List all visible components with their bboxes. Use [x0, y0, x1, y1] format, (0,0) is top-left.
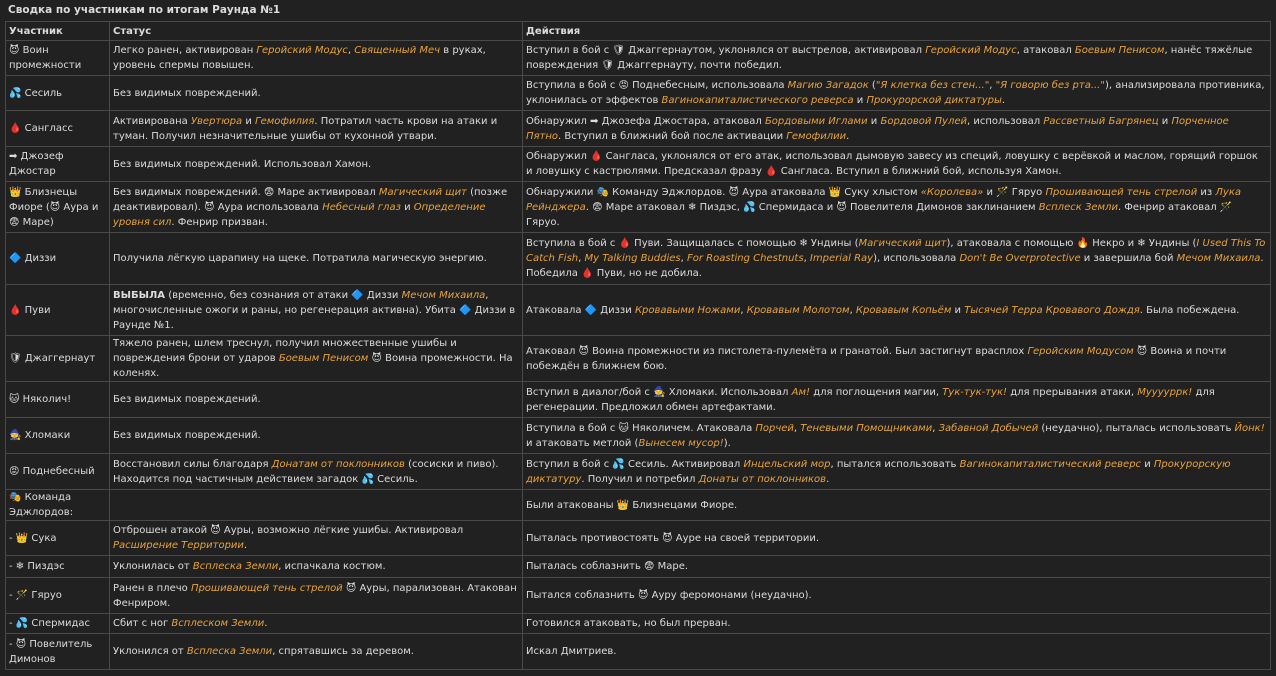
text-segment: Пыталась противостоять 😈 Ауре на своей территории.: [526, 532, 820, 544]
text-segment: Вступила в бой с 😡 Поднебесным, использовала: [526, 80, 788, 91]
status-cell: [110, 147, 523, 182]
text-segment: . Вступил в ближний бой после активации: [558, 130, 787, 142]
text-segment: .: [1001, 95, 1006, 106]
participant-cell: [6, 41, 110, 76]
text-segment: "Я говорю без рта...": [995, 80, 1105, 91]
text-segment: Тяжело ранен, шлем треснул, получил множественные ушибы и повреждения брони от ударов: [113, 338, 457, 364]
participant-cell: [6, 614, 110, 634]
text-segment: 😈 Воина и почти побеждён в ближнем бою.: [526, 345, 1227, 372]
text-segment: 🧙 Хломаки: [9, 430, 71, 441]
text-segment: Магический щит: [378, 186, 467, 198]
status-cell: [110, 285, 523, 336]
participant-cell: [6, 454, 110, 490]
text-segment: , нанёс тяжёлые повреждения 🛡 Джаггернауту, почти победил.: [526, 45, 1253, 71]
text-segment: и завершила бой: [1080, 253, 1177, 264]
text-segment: .: [243, 540, 248, 551]
text-segment: Геройским Модусом: [1027, 345, 1134, 357]
text-segment: Вступил в бой с 💦 Сесиль. Активировал: [526, 458, 744, 470]
text-segment: ).: [723, 437, 731, 449]
text-segment: 😈: [9, 45, 23, 56]
text-segment: ,: [680, 253, 688, 264]
text-segment: Уклонилась от: [113, 561, 193, 572]
text-segment: . Фенрир призван.: [171, 216, 268, 228]
text-segment: 💦 Сесиль: [9, 87, 63, 99]
table-row: [6, 111, 1271, 147]
text-segment: Восстановил силы благодаря: [113, 458, 272, 470]
text-segment: Прокурорской диктатуры: [866, 95, 1002, 106]
text-segment: ,: [932, 422, 939, 434]
text-segment: и: [1141, 458, 1154, 470]
text-segment: Геройский Модус: [256, 45, 348, 56]
status-cell: [110, 76, 523, 111]
text-segment: Вынесем мусор!: [638, 437, 724, 449]
table-row: [6, 41, 1271, 76]
text-segment: для прерывания атаки,: [1007, 386, 1138, 398]
text-segment: Забавной Добычей: [938, 422, 1039, 434]
text-segment: и: [951, 304, 965, 316]
text-segment: Вагинокапиталистический реверс: [959, 458, 1142, 470]
text-segment: Без видимых повреждений.: [113, 87, 261, 99]
text-segment: Рассветный Багрянец: [1043, 115, 1159, 127]
header-status: Статус: [110, 22, 523, 41]
table-row: [6, 182, 1271, 233]
text-segment: из: [1197, 186, 1216, 198]
text-segment: Теневыми Помощниками: [800, 422, 933, 434]
text-segment: Тук-тук-тук!: [942, 386, 1008, 398]
text-segment: . Потратил часть крови на атаки и туман. Получил незначительные ушибы от кухонной утвари.: [113, 115, 498, 142]
table-row: [6, 634, 1271, 670]
participant-cell: [6, 490, 110, 521]
text-segment: Бордовой Пулей: [880, 115, 967, 127]
text-segment: Прошивающей тень стрелой: [1045, 186, 1198, 198]
text-segment: Готовился атаковать, но был прерван.: [526, 618, 731, 629]
text-segment: и 🪄 Гяруо: [983, 186, 1046, 198]
table-row: [6, 521, 1271, 556]
text-segment: Магический щит: [858, 238, 947, 249]
text-segment: Imperial Ray: [809, 253, 874, 264]
text-segment: для поглощения магии,: [810, 386, 943, 398]
text-segment: Отброшен атакой 😈 Ауры, возможно лёгкие ушибы. Активировал: [113, 525, 464, 536]
status-cell: [110, 418, 523, 454]
text-segment: .: [264, 618, 268, 629]
text-segment: Инцельский мор: [743, 458, 831, 470]
text-segment: Воин промежности: [9, 45, 82, 71]
text-segment: . Получил и потребил: [581, 473, 699, 485]
participant-cell: [6, 382, 110, 418]
text-segment: ВЫБЫЛА: [113, 289, 166, 301]
table-row: [6, 336, 1271, 382]
header-participant: Участник: [6, 22, 110, 41]
text-segment: и атаковать метлой (: [526, 437, 639, 449]
text-segment: Вступила в бой с 🐱 Няколичем. Атаковала: [526, 422, 756, 434]
text-segment: Ам!: [791, 386, 811, 398]
text-segment: Боевым Пенисом: [278, 353, 369, 364]
status-cell: [110, 336, 523, 382]
text-segment: - 👑 Сука: [9, 532, 57, 544]
text-segment: Священный Меч: [354, 45, 441, 56]
text-segment: Ранен в плечо: [113, 582, 191, 594]
text-segment: и: [867, 115, 881, 127]
text-segment: Геройский Модус: [925, 45, 1017, 56]
text-segment: "Я клетка без стен...": [875, 80, 990, 91]
text-segment: ), использовала: [873, 253, 960, 264]
table-row: [6, 285, 1271, 336]
text-segment: . Победила 🩸 Пуви, но не добила.: [526, 253, 1264, 279]
page-title: Сводка по участникам по итогам Раунда №1: [8, 4, 281, 16]
text-segment: Атаковала 🔷 Диззи: [526, 304, 635, 316]
text-segment: Вступил в бой с 🛡 Джаггернаутом, уклонялся от выстрелов, активировал: [526, 45, 926, 56]
header-actions: Действия: [523, 22, 1271, 41]
text-segment: Всплеска Земли: [192, 561, 279, 572]
text-segment: ,: [347, 45, 355, 56]
actions-cell: [523, 147, 1271, 182]
table-row: [6, 382, 1271, 418]
text-segment: в руках, уровень спермы повышен.: [113, 45, 486, 71]
text-segment: 😡 Поднебесный: [9, 466, 95, 477]
text-segment: . Фенрир атаковал 🪄 Гяруо.: [526, 201, 1233, 228]
table-body: [6, 41, 1271, 670]
text-segment: 🎭 Команда Эджлордов:: [9, 492, 74, 518]
participant-cell: [6, 634, 110, 670]
text-segment: 😈 Воина промежности. На коленях.: [113, 353, 513, 379]
text-segment: 🛡 Джаггернаут: [9, 353, 96, 364]
text-segment: и: [242, 115, 256, 127]
text-segment: , использовал: [967, 115, 1044, 127]
text-segment: Определение уровня сил: [113, 201, 486, 228]
text-segment: Магию Загадок: [787, 80, 869, 91]
text-segment: Атаковал 😈 Воина промежности из пистолета-пулемёта и гранатой. Был застигнут врасплох: [526, 345, 1028, 357]
status-cell: [110, 614, 523, 634]
table-row: [6, 454, 1271, 490]
text-segment: Гемофилии: [786, 130, 847, 142]
actions-cell: [523, 182, 1271, 233]
text-segment: Уклонился от: [113, 646, 187, 657]
actions-cell: [523, 490, 1271, 521]
text-segment: Порчей: [755, 422, 794, 434]
text-segment: Кровавыми Ножами: [634, 304, 741, 316]
participant-cell: [6, 111, 110, 147]
text-segment: Искал Дмитриев.: [526, 646, 617, 657]
text-segment: и: [400, 201, 414, 213]
text-segment: (: [868, 80, 876, 91]
text-segment: Порченное Пятно: [526, 115, 1229, 142]
text-segment: ,: [578, 253, 585, 264]
participant-cell: [6, 76, 110, 111]
participant-cell: [6, 147, 110, 182]
text-segment: I Used This To Catch Fish: [526, 238, 1266, 264]
text-segment: Прошивающей тень стрелой: [190, 582, 343, 594]
text-segment: , пытался использовать: [830, 458, 960, 470]
text-segment: Обнаружил ➡ Джозефа Джостара, атаковал: [526, 115, 765, 127]
text-segment: ,: [803, 253, 810, 264]
text-segment: 👑 Близнецы Фиоре (😈 Аура и 😨 Маре): [9, 186, 99, 228]
actions-cell: [523, 41, 1271, 76]
text-segment: Кровавым Копьём: [855, 304, 952, 316]
table-row: [6, 76, 1271, 111]
actions-cell: [523, 521, 1271, 556]
text-segment: ,: [989, 80, 996, 91]
text-segment: Вступила в бой с 🩸 Пуви. Защищалась с помощью ❄ Ундины (: [526, 238, 859, 249]
text-segment: Бордовыми Иглами: [764, 115, 868, 127]
status-cell: [110, 634, 523, 670]
text-segment: Увертюра: [190, 115, 243, 127]
text-segment: (временно, без сознания от атаки 🔷 Диззи: [165, 289, 402, 301]
table-row: [6, 418, 1271, 454]
text-segment: Прокурорскую диктатуру: [526, 458, 1231, 485]
participant-cell: [6, 418, 110, 454]
text-segment: и: [853, 95, 867, 106]
text-segment: Пыталась соблазнить 😨 Маре.: [526, 561, 689, 572]
text-segment: Вступил в диалог/бой с 🧙 Хломаки. Использовал: [526, 386, 792, 398]
text-segment: Всплеск Земли: [1038, 201, 1118, 213]
text-segment: 🩸 Пуви: [9, 304, 51, 316]
participant-cell: [6, 336, 110, 382]
text-segment: , многочисленные ожоги и раны, но регенерация активна). Убита 🔷 Диззи в Раунде №1.: [113, 289, 516, 331]
status-cell: [110, 111, 523, 147]
text-segment: Обнаружили 🎭 Команду Эджлордов. 😈 Аура атаковала 👑 Суку хлыстом: [526, 186, 921, 198]
text-segment: Мечом Михаила: [401, 289, 486, 301]
text-segment: , испачкала костюм.: [278, 561, 386, 572]
text-segment: Вагинокапиталистического реверса: [661, 95, 854, 106]
text-segment: - 💦 Спермидас: [9, 618, 91, 629]
text-segment: Получила лёгкую царапину на щеке. Потратила магическую энергию.: [113, 253, 487, 264]
text-segment: 😈 Ауры, парализован. Атакован Фенриром.: [113, 582, 517, 609]
table-row: [6, 556, 1271, 578]
text-segment: Йонк!: [1234, 422, 1265, 434]
actions-cell: [523, 382, 1271, 418]
text-segment: (неудачно), пыталась использовать: [1038, 422, 1235, 434]
text-segment: . 😨 Маре атаковал ❄ Пиздэс, 💦 Спермидаса и 😈 Повелителя Димонов заклинанием: [585, 201, 1039, 213]
text-segment: - ❄ Пиздэс: [9, 561, 65, 572]
text-segment: Без видимых повреждений.: [113, 430, 261, 441]
text-segment: Пытался соблазнить 😈 Ауру феромонами (неудачно).: [526, 590, 812, 601]
status-cell: [110, 454, 523, 490]
text-segment: (сосиски и пиво). Находится под частичным действием загадок 💦 Сесиль.: [113, 458, 499, 485]
participant-cell: [6, 578, 110, 614]
actions-cell: [523, 614, 1271, 634]
text-segment: Мууууррк!: [1137, 386, 1193, 398]
status-cell: [110, 182, 523, 233]
text-segment: Активирована: [113, 115, 191, 127]
text-segment: , спрятавшись за деревом.: [272, 646, 414, 657]
actions-cell: [523, 556, 1271, 578]
text-segment: ), анализировала противника, уклонилась от эффектов: [526, 80, 1265, 106]
text-segment: Всплеска Земли: [186, 646, 273, 657]
actions-cell: [523, 578, 1271, 614]
table-row: [6, 578, 1271, 614]
status-cell: [110, 41, 523, 76]
text-segment: для регенерации. Предложил обмен артефактами.: [526, 386, 1215, 413]
actions-cell: [523, 111, 1271, 147]
text-segment: ,: [849, 304, 856, 316]
text-segment: 🐱 Няколич!: [9, 394, 72, 405]
participants-table: [5, 21, 1271, 670]
text-segment: Всплеском Земли: [171, 618, 265, 629]
text-segment: Обнаружил 🩸 Сангласа, уклонялся от его атак, использовал дымовую завесу из специй, ловушку с верёвкой и маслом, горящий горшок и ловушку с кастрюлями. Предсказал фразу 🩸 Сангласа. Вступил в ближний бой, используя Хамон.: [526, 151, 1258, 177]
actions-cell: [523, 454, 1271, 490]
table-row: [6, 490, 1271, 521]
text-segment: Без видимых повреждений. Использовал Хамон.: [113, 158, 372, 170]
actions-cell: [523, 233, 1271, 285]
table-row: [6, 147, 1271, 182]
table-row: [6, 614, 1271, 634]
text-segment: Сбит с ног: [113, 618, 172, 629]
text-segment: Боевым Пенисом: [1074, 45, 1165, 56]
text-segment: .: [846, 130, 850, 142]
text-segment: Без видимых повреждений.: [113, 394, 261, 405]
participant-cell: [6, 521, 110, 556]
text-segment: Расширение Территории: [113, 540, 244, 551]
text-segment: 🔷 Диззи: [9, 253, 57, 264]
text-segment: Небесный глаз: [322, 201, 401, 213]
status-cell: [110, 490, 523, 521]
actions-cell: [523, 76, 1271, 111]
text-segment: «Королева»: [920, 186, 984, 198]
text-segment: Мечом Михаила: [1176, 253, 1261, 264]
text-segment: Don't Be Overprotective: [959, 253, 1081, 264]
status-cell: [110, 382, 523, 418]
text-segment: - 🪄 Гяруо: [9, 590, 62, 601]
text-segment: 🩸 Сангласс: [9, 123, 74, 134]
text-segment: For Roasting Chestnuts: [687, 253, 804, 264]
text-segment: Легко ранен, активирован: [113, 45, 257, 56]
actions-cell: [523, 285, 1271, 336]
text-segment: .: [826, 473, 830, 485]
actions-cell: [523, 418, 1271, 454]
text-segment: Без видимых повреждений. 😨 Маре активировал: [113, 186, 379, 198]
text-segment: ➡ Джозеф Джостар: [9, 151, 64, 177]
text-segment: , атаковал: [1016, 45, 1075, 56]
text-segment: Гемофилия: [255, 115, 315, 127]
status-cell: [110, 578, 523, 614]
text-segment: Донатам от поклонников: [271, 458, 405, 470]
table-header-row: [6, 22, 1271, 41]
text-segment: My Talking Buddies: [584, 253, 681, 264]
actions-cell: [523, 634, 1271, 670]
status-cell: [110, 556, 523, 578]
status-cell: [110, 521, 523, 556]
text-segment: Кровавым Молотом: [746, 304, 850, 316]
participant-cell: [6, 233, 110, 285]
participant-cell: [6, 556, 110, 578]
text-segment: ), атаковала с помощью 🔥 Некро и ❄ Ундины (: [946, 238, 1197, 249]
participant-cell: [6, 285, 110, 336]
text-segment: Были атакованы 👑 Близнецами Фиоре.: [526, 499, 738, 511]
text-segment: - 😈 Повелитель Димонов: [9, 638, 93, 665]
text-segment: . Была побеждена.: [1139, 304, 1240, 316]
text-segment: Лука Рейнджера: [526, 186, 1241, 213]
text-segment: (позже деактивировал). 😈 Аура использовала: [113, 186, 508, 213]
text-segment: ,: [740, 304, 747, 316]
actions-cell: [523, 336, 1271, 382]
text-segment: Донаты от поклонников: [698, 473, 827, 485]
table-row: [6, 233, 1271, 285]
text-segment: и: [1158, 115, 1172, 127]
text-segment: ,: [793, 422, 801, 434]
participant-cell: [6, 182, 110, 233]
text-segment: Тысячей Терра Кровавого Дождя: [964, 304, 1140, 316]
status-cell: [110, 233, 523, 285]
